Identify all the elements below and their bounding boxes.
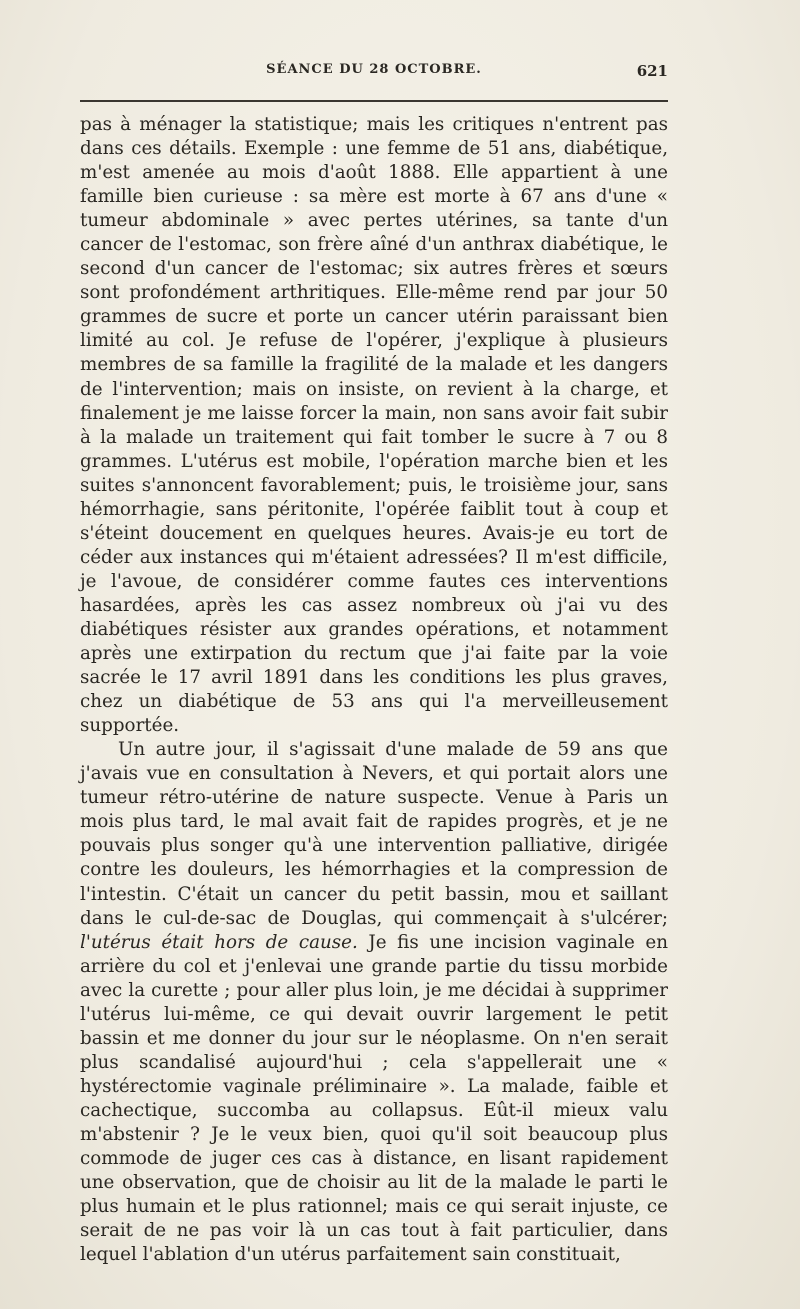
body-text [80, 113, 668, 1267]
page-number: 621 [636, 62, 668, 80]
paragraph-2-text-end: Je fis une incision vaginale en arrière du col et j'enlevai une grande partie du tissu morbide avec la curette ; pour aller plus loin, je me décidai à supprimer l'utérus lui-même, ce qui devait ouvrir largement le petit bassin et me donner du jour sur le néoplasme. On n'en serait plus scandalisé aujourd'hui ; cela s'appellerait une « hystérectomie vaginale préliminaire ». La malade, faible et cachectique, succomba au collapsus. Eût-il mieux valu m'abstenir ? Je le veux bien, quoi qu'il soit beaucoup plus commode de juger ces cas à distance, en lisant rapidement une observation, que de choisir au lit de la malade le parti le plus humain et le plus rationnel; mais ce qui serait injuste, ce serait de ne pas voir là un cas tout à fait particulier, dans lequel l'ablation d'un utérus parfaitement sain constituait, [80, 931, 668, 1266]
paragraph-1-text: pas à ménager la statistique; mais les critiques n'entrent pas dans ces détails. Exemple : une femme de 51 ans, diabétique, m'est amenée au mois d'août 1888. Elle appartient à une famille bien curieuse : sa mère est morte à 67 ans d'une « tumeur abdominale » avec pertes utérines, sa tante d'un cancer de l'estomac, son frère aîné d'un anthrax diabétique, le second d'un cancer de l'estomac; six autres frères et sœurs sont profondément arthritiques. Elle-même rend par jour 50 grammes de sucre et porte un cancer utérin paraissant bien limité au col. Je refuse de l'opérer, j'explique à plusieurs membres de sa famille la fragilité de la malade et les dangers de l'intervention; mais on insiste, on revient à la charge, et finalement je me laisse forcer la main, non sans avoir fait subir à la malade un traitement qui fait tomber le sucre à 7 ou 8 grammes. L'utérus est mobile, l'opération marche bien et les suites s'annoncent favorablement; puis, le troisième jour, sans hémorrhagie, sans péritonite, l'opérée faiblit tout à coup et s'éteint doucement en quelques heures. Avais-je eu tort de céder aux instances qui m'étaient adressées? Il m'est difficile, je l'avoue, de considérer comme fautes ces interventions hasardées, après les cas assez nombreux où j'ai vu des diabétiques résister aux grandes opérations, et notamment après une extirpation du rectum que j'ai faite par la voie sacrée le 17 avril 1891 dans les conditions les plus graves, chez un diabétique de 53 ans qui l'a merveilleusement supportée. [80, 114, 668, 737]
running-head [80, 62, 668, 88]
header-rule [80, 100, 668, 102]
paragraph-2 [80, 738, 668, 1267]
running-title: SÉANCE DU 28 OCTOBRE. [266, 62, 482, 77]
paragraph-1 [80, 113, 668, 738]
paragraph-2-text-start: Un autre jour, il s'agissait d'une malade de 59 ans que j'avais vue en consultation à Nevers, et qui portait alors une tumeur rétro-utérine de nature suspecte. Venue à Paris un mois plus tard, le mal avait fait de rapides progrès, et je ne pouvais plus songer qu'à une intervention palliative, dirigée contre les douleurs, les hémorrhagies et la compression de l'intestin. C'était un cancer du petit bassin, mou et saillant dans le cul-de-sac de Douglas, qui commençait à s'ulcérer; [80, 739, 668, 929]
paragraph-2-italic: l'utérus était hors de cause. [80, 931, 358, 953]
